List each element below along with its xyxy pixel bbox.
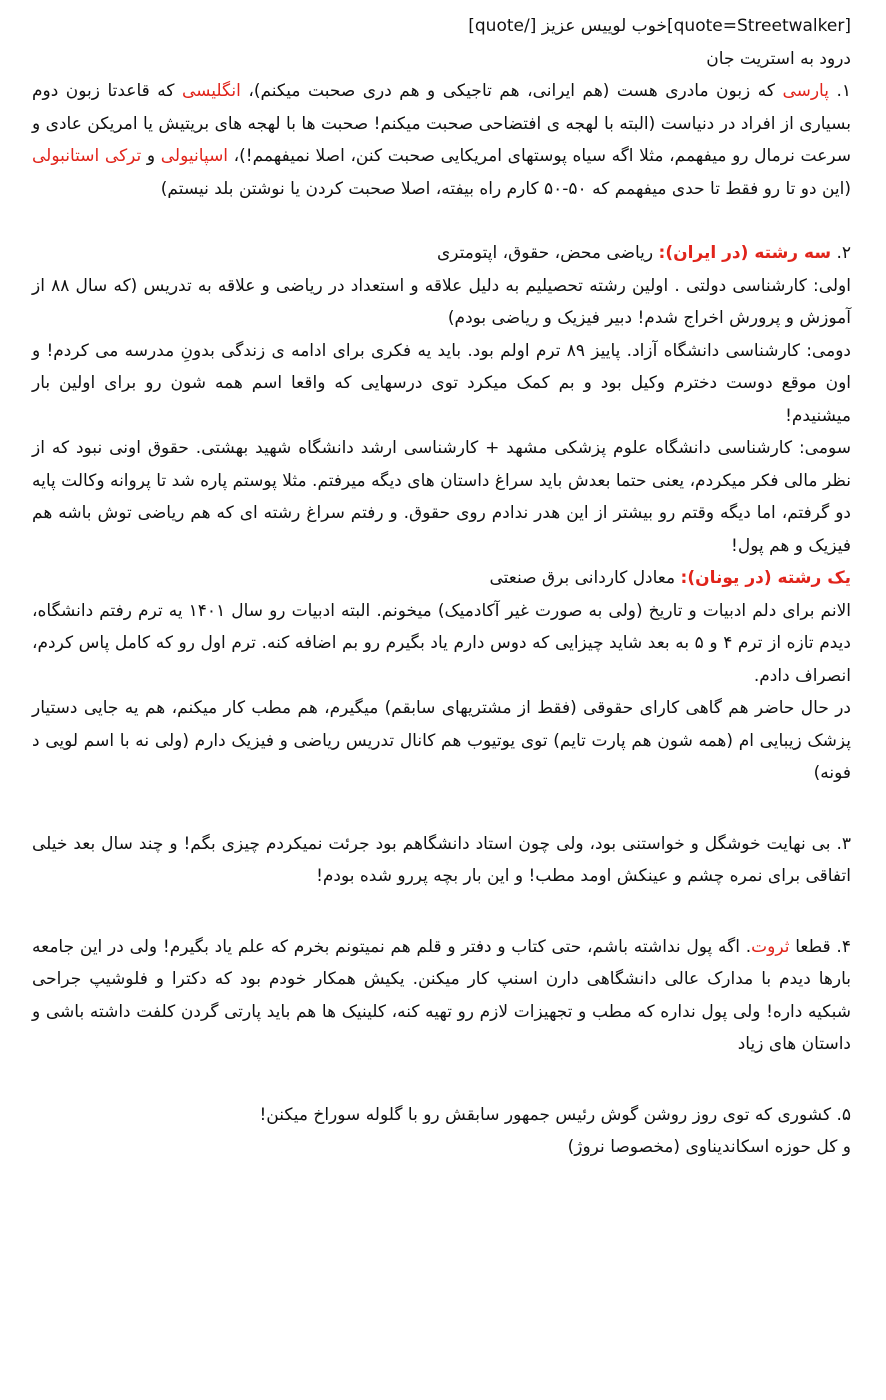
- lang-spanish: اسپانیولی: [160, 146, 229, 166]
- lang-persian: پارسی: [782, 81, 829, 101]
- greeting: درود به استریت جان: [706, 48, 851, 69]
- answer-4-number: ۴. قطعا: [789, 936, 851, 957]
- lang-turkish: ترکی استانبولی: [32, 146, 142, 166]
- answer-1-number: ۱.: [828, 81, 852, 101]
- answer-1-text-b: که قاعدتا زبون دوم بسیاری از افراد در دنیاست (البته با لهجه ی افتضاحی صحبت میکنم! صحبت ها با لهجه های بریتیش یا امریکن عادی و سرعت نرمال رو میفهمم، مثلا اگه سیاه پوستهای امریکایی صحبت کنن، اصلا نمیفهمم!)،: [32, 81, 851, 166]
- answer-5: [32, 1099, 851, 1164]
- paragraph-third-degree: سومی: کارشناسی دانشگاه علوم پزشکی مشهد + کارشناسی ارشد دانشگاه شهید بهشتی. حقوق اونی نبود که از نظر مالی فکر میکردم، یعنی حتما بعدش باید سراغ داستان های دیگه میرفتم. مثلا پوستم پاره شد تا پروانه وکالت پایه دو گرفتم، اما دیگه وقتم رو بیشتر از این هدر ندادم روی حقوق. و رفتم سراغ رشته ای که هم ریاضی توش باشه هم فیزیک و هم پول!: [32, 438, 851, 556]
- heading-iran: سه رشته (در ایران):: [658, 243, 832, 263]
- heading-greece: یک رشته (در یونان):: [680, 568, 851, 588]
- answer-5-line-1: ۵. کشوری که توی روز روشن گوش رئیس جمهور سابقش رو با گلوله سوراخ میکنن!: [259, 1104, 851, 1125]
- spacer: [32, 893, 851, 931]
- answer-2: [32, 237, 851, 790]
- answer-1-text-d: (این دو تا رو فقط تا حدی میفهمم که ۵۰-۵۰ کارم راه بیفته، اصلا صحبت کردن یا نوشتن بلد نیستم): [160, 178, 851, 199]
- spacer: [32, 1061, 851, 1099]
- spacer: [32, 205, 851, 237]
- answer-3-text: ۳. بی نهایت خوشگل و خواستنی بود، ولی چون استاد دانشگاهم بود جرئت نمیکردم چیزی بگم! و چند سال بعد خیلی اتفاقی برای نمره چشم و عینکش اومد مطب! و این بار بچه پررو شده بودم!: [32, 833, 851, 886]
- lang-english: انگلیسی: [181, 81, 241, 101]
- heading-iran-rest: ریاضی محض، حقوق، اپتومتری: [436, 243, 659, 263]
- answer-4: [32, 931, 851, 1061]
- heading-greece-rest: معادل کاردانی برق صنعتی: [489, 568, 681, 588]
- answer-2-heading: [32, 237, 851, 270]
- answer-1-text-c: و: [141, 146, 161, 166]
- paragraph-literature: الانم برای دلم ادبیات و تاریخ (ولی به صورت غیر آکادمیک) میخونم. البته ادبیات رو سال ۱۴۰۱ یه ترم رفتم دانشگاه، دیدم تازه از ترم ۴ و ۵ به بعد شاید چیزایی که دوس دارم یاد بگیرم رو بم اضافه کنه. ترم اول رو که کامل پاس کردم، انصراف دادم.: [32, 600, 851, 686]
- answer-5-line-2: و کل حوزه اسکاندیناوی (مخصوصا نروژ): [567, 1137, 851, 1157]
- word-wealth: ثروت: [751, 936, 790, 957]
- answer-1: [32, 75, 851, 205]
- quote-bbcode: [quote=Streetwalker]خوب لوییس عزیز [/quote]: [468, 16, 851, 36]
- greece-heading: [32, 562, 851, 595]
- answer-3: [32, 828, 851, 893]
- spacer: [32, 790, 851, 828]
- answer-2-number: ۲.: [831, 243, 851, 263]
- answer-4-text: . اگه پول نداشته باشم، حتی کتاب و دفتر و قلم هم نمیتونم بخرم که علم یاد بگیرم! ولی در این جامعه بارها دیدم با مدارک عالی دانشگاهی دارن اسنپ کار میکنن. یکیش همکار خودم بود که دکترا و فلوشیپ جراحی شبکیه داره! ولی پول نداره که مطب و تجهیزات لازم رو تهیه کنه، کلینیک ها هم باید پارتی گردن کلفت داشته باشی و داستان های زیاد: [32, 936, 851, 1054]
- paragraph-first-degree: اولی: کارشناسی دولتی . اولین رشته تحصیلیم به دلیل علاقه و استعداد در ریاضی و علاقه به تدریس (که سال ۸۸ از آموزش و پرورش اخراج شدم! دبیر فیزیک و ریاضی بودم): [32, 275, 851, 328]
- paragraph-current: در حال حاضر هم گاهی کارای حقوقی (فقط از مشتریهای سابقم) میگیرم، هم مطب کار میکنم، هم یه جایی دستیار پزشک زیبایی ام (همه شون هم پارت تایم) توی یوتیوب هم کانال تدریس ریاضی و فیزیک دارم (ولی نه با اسم لویی د فونه): [32, 698, 851, 783]
- answer-1-text-a: که زبون مادری هست (هم ایرانی، هم تاجیکی و هم دری صحبت میکنم)،: [240, 81, 783, 101]
- paragraph-second-degree: دومی: کارشناسی دانشگاه آزاد. پاییز ۸۹ ترم اولم بود. باید یه فکری برای ادامه ی زندگی بدونِ مدرسه می کردم! و اون موقع دوست دخترم وکیل بود و بم کمک میکرد توی درسهایی که واقعا اسم همه شون رو برای اولین بار میشنیدم!: [32, 340, 851, 426]
